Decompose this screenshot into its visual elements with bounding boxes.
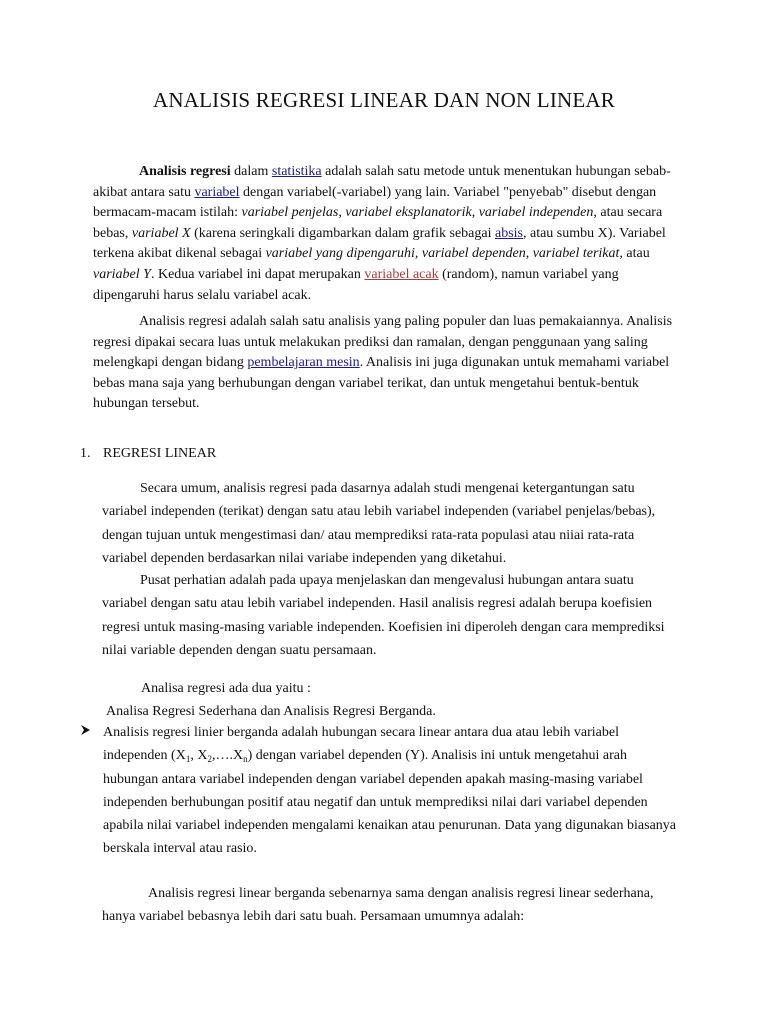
text: Analisa regresi ada dua yaitu : bbox=[141, 681, 311, 696]
link-statistika[interactable]: statistika bbox=[271, 164, 322, 179]
section-paragraph-2 bbox=[102, 569, 677, 662]
section-paragraph-3 bbox=[103, 677, 678, 724]
italic-term: variabel eksplanatorik bbox=[345, 205, 472, 221]
text: . Kedua variabel ini dapat merupakan bbox=[150, 266, 365, 282]
intro-paragraph-1 bbox=[93, 162, 683, 306]
bold-lead: Analisis regresi bbox=[139, 164, 231, 179]
italic-term: variabel X bbox=[131, 225, 191, 241]
section-heading bbox=[80, 446, 216, 462]
bullet-text bbox=[103, 721, 680, 861]
text: , bbox=[414, 246, 422, 262]
subscript: 1 bbox=[185, 754, 191, 765]
section-paragraph-1 bbox=[102, 477, 677, 570]
text: Secara umum, analisis regresi pada dasarnya adalah studi mengenai ketergantungan satu variabel independen (terikat) dengan satu atau lebih variabel independen (variabel penjelas/bebas), dengan tujuan untuk mengestimasi dan/ atau memprediksi rata-rata populasi atau niiai rata-rata variabel dependen berdasarkan nilai variabe independen yang diketahui. bbox=[102, 481, 656, 566]
text: adalah salah satu metode untuk menentukan hubungan sebab-akibat antara satu bbox=[93, 164, 671, 200]
italic-term: variabel independen bbox=[478, 205, 594, 221]
text: Analisis regresi linear berganda sebenarnya sama dengan analisis regresi linear sederhana, hanya variabel bebasnya lebih dari satu buah. Persamaan umumnya adalah: bbox=[102, 886, 654, 925]
subscript: n bbox=[243, 754, 248, 765]
text: dengan variabel(-variabel) yang lain. Variabel "penyebab" disebut dengan bermacam-macam istilah: bbox=[93, 184, 657, 221]
section-number: 1. bbox=[80, 446, 91, 461]
text: , bbox=[525, 246, 533, 262]
text: , atau sumbu X). Variabel terkena akibat dikenal sebagai bbox=[93, 225, 666, 262]
italic-term: variabel terikat bbox=[532, 246, 620, 262]
bullet-item bbox=[80, 721, 680, 861]
text: ) dengan variabel dependen (Y). Analisis ini untuk mengetahui arah hubungan antara variabel independen dengan variabel dependen apakah masing-masing variabel independen berhubungan positif atau negatif dan untuk memprediksi nilai dari variabel dependen apabila nilai variabel independen mengalami kenaikan atau penurunan. Data yang digunakan biasanya berskala interval atau rasio. bbox=[103, 748, 676, 857]
link-variabel-acak[interactable]: variabel acak bbox=[364, 266, 439, 282]
text: , bbox=[471, 205, 479, 221]
arrowhead-bullet-icon bbox=[80, 721, 94, 744]
section-heading-text: REGRESI LINEAR bbox=[103, 446, 217, 461]
italic-term: variabel penjelas bbox=[241, 205, 339, 221]
subscript: 2 bbox=[207, 754, 212, 765]
link-absis[interactable]: absis bbox=[494, 225, 523, 241]
text: (random), namun variabel yang dipengaruhi harus selalu variabel acak. bbox=[93, 266, 619, 303]
link-variabel[interactable]: variabel bbox=[194, 184, 240, 200]
italic-term: variabel dependen bbox=[421, 246, 526, 262]
text: . Analisis ini juga digunakan untuk memahami variabel bebas mana saja yang berhubungan dengan variabel terikat, dan untuk mengetahui bentuk-bentuk hubungan tersebut. bbox=[93, 355, 670, 412]
text: , atau secara bebas, bbox=[93, 205, 663, 241]
italic-term: variabel Y bbox=[93, 266, 151, 282]
text: , X bbox=[190, 748, 208, 764]
text: , atau bbox=[619, 246, 650, 262]
text: ,….X bbox=[211, 748, 244, 764]
text: dalam bbox=[230, 164, 272, 179]
page-title: ANALISIS REGRESI LINEAR DAN NON LINEAR bbox=[153, 88, 615, 112]
intro-paragraph-2 bbox=[93, 312, 683, 415]
text: Analisis regresi linier berganda adalah hubungan secara linear antara dua atau lebih variabel independen (X bbox=[103, 725, 619, 764]
text: Analisa Regresi Sederhana dan Analisis Regresi Berganda. bbox=[106, 704, 436, 720]
link-pembelajaran-mesin[interactable]: pembelajaran mesin bbox=[247, 355, 360, 371]
text: , bbox=[338, 205, 346, 221]
text: (karena seringkali digambarkan dalam grafik sebagai bbox=[190, 225, 495, 241]
section-paragraph-4 bbox=[102, 882, 677, 929]
text: Pusat perhatian adalah pada upaya menjelaskan dan mengevalusi hubungan antara suatu variabel dengan satu atau lebih variabel independen. Hasil analisis regresi adalah berupa koefisien regresi untuk masing-masing variable independen. Koefisien ini diperoleh dengan cara memprediksi nilai variable dependen dengan suatu persamaan. bbox=[102, 573, 665, 658]
italic-term: variabel yang dipengaruhi bbox=[265, 246, 415, 262]
text: Analisis regresi adalah salah satu analisis yang paling populer dan luas pemakaiannya. Analisis regresi dipakai secara luas untuk melakukan prediksi dan ramalan, dengan penggunaan yang saling melengkapi dengan bidang bbox=[93, 314, 673, 371]
